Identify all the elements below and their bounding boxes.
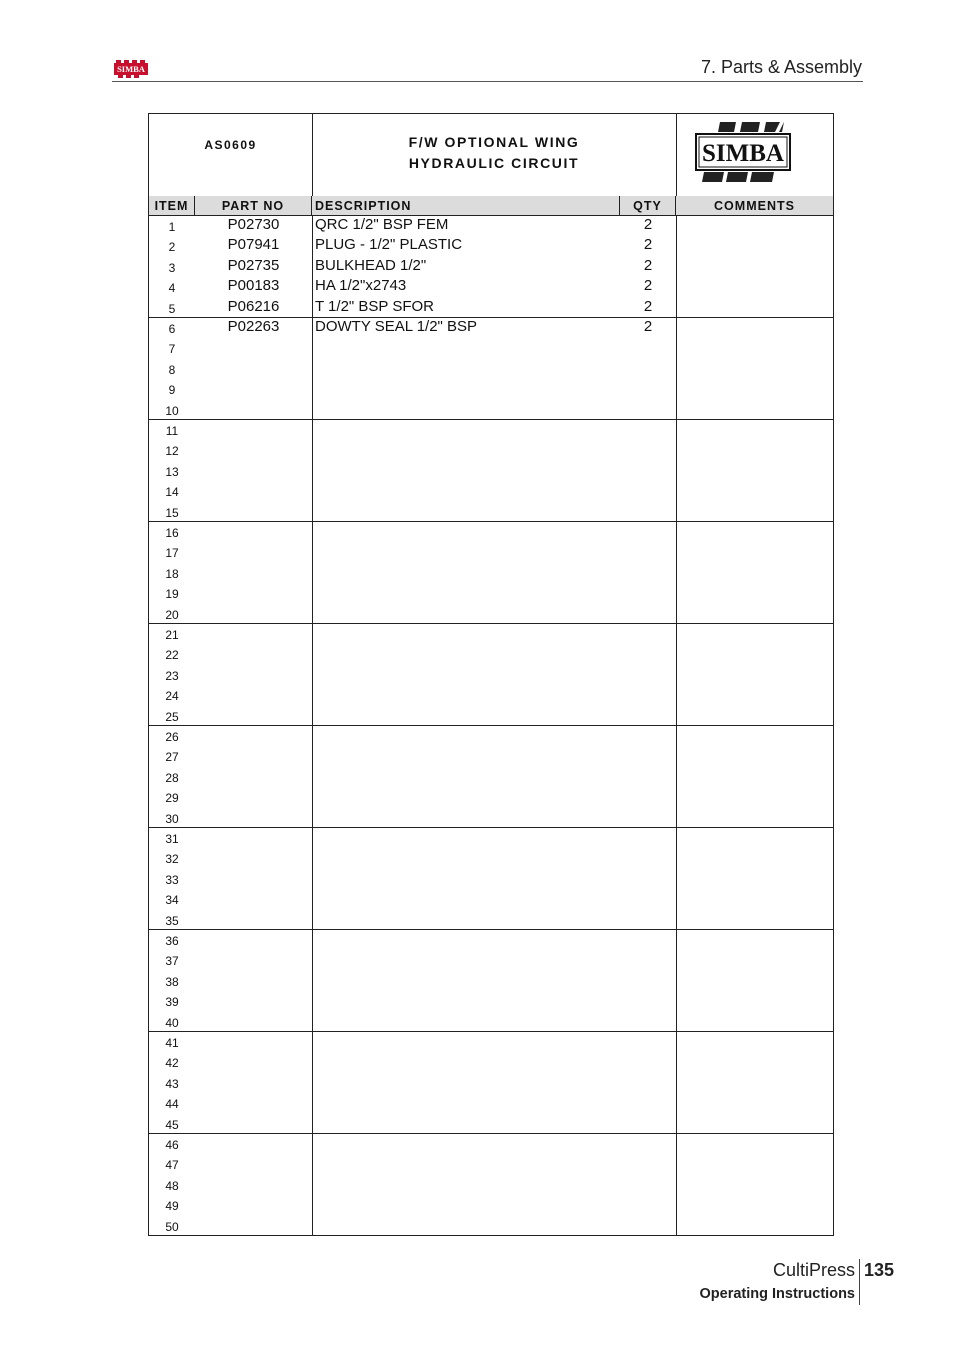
item-number: 4 bbox=[168, 281, 176, 296]
table-row bbox=[149, 1215, 833, 1235]
item-number: 5 bbox=[168, 301, 176, 316]
table-row bbox=[149, 1072, 833, 1092]
item-number: 46 bbox=[165, 1138, 179, 1152]
item-number: 36 bbox=[165, 934, 179, 948]
product-name: CultiPress bbox=[772, 1260, 855, 1280]
table-row bbox=[149, 1031, 833, 1051]
table-row bbox=[149, 399, 833, 419]
table-row bbox=[149, 1174, 833, 1194]
item-number: 13 bbox=[165, 464, 179, 479]
table-row bbox=[149, 970, 833, 990]
part-description: QRC 1/2" BSP FEM bbox=[315, 216, 449, 233]
part-quantity: 2 bbox=[643, 297, 653, 315]
item-number: 29 bbox=[165, 791, 179, 806]
item-number: 30 bbox=[165, 811, 179, 826]
col-header-part-no: PART NO bbox=[195, 196, 312, 215]
table-row bbox=[149, 1092, 833, 1112]
item-number: 10 bbox=[165, 403, 179, 418]
footer-divider bbox=[859, 1259, 860, 1305]
item-number: 27 bbox=[165, 750, 179, 765]
item-number: 16 bbox=[165, 526, 179, 540]
item-number: 39 bbox=[165, 995, 179, 1010]
table-row bbox=[149, 215, 833, 235]
item-number: 37 bbox=[165, 954, 179, 969]
item-number: 26 bbox=[165, 730, 179, 744]
part-description: HA 1/2"x2743 bbox=[315, 277, 407, 295]
item-number: 35 bbox=[165, 913, 179, 928]
item-number: 19 bbox=[165, 587, 179, 602]
part-quantity: 2 bbox=[643, 236, 653, 254]
table-row bbox=[149, 643, 833, 663]
table-row bbox=[149, 990, 833, 1010]
part-description: T 1/2" BSP SFOR bbox=[315, 297, 434, 315]
table-row bbox=[149, 725, 833, 745]
table-row bbox=[149, 766, 833, 786]
item-number: 23 bbox=[165, 668, 179, 683]
item-number: 42 bbox=[165, 1056, 179, 1071]
brand-logo-icon bbox=[114, 60, 148, 78]
col-header-comments: COMMENTS bbox=[714, 199, 795, 213]
item-number: 7 bbox=[168, 342, 176, 357]
part-number: P02730 bbox=[227, 216, 280, 233]
table-row bbox=[149, 1113, 833, 1133]
table-row bbox=[149, 1011, 833, 1031]
table-row bbox=[149, 909, 833, 929]
table-row bbox=[149, 603, 833, 623]
table-row bbox=[149, 378, 833, 398]
table-row bbox=[149, 1133, 833, 1153]
table-row bbox=[149, 419, 833, 439]
item-number: 50 bbox=[165, 1219, 179, 1234]
table-row bbox=[149, 664, 833, 684]
table-row bbox=[149, 929, 833, 949]
table-row bbox=[149, 745, 833, 765]
part-number: P06216 bbox=[227, 297, 280, 315]
item-number: 28 bbox=[165, 770, 179, 785]
table-row bbox=[149, 786, 833, 806]
col-header-qty: QTY bbox=[620, 196, 676, 215]
assembly-title-line2: HYDRAULIC CIRCUIT bbox=[408, 155, 580, 171]
col-header-item: ITEM bbox=[149, 196, 195, 215]
table-row bbox=[149, 949, 833, 969]
table-row bbox=[149, 317, 833, 337]
table-row bbox=[149, 888, 833, 908]
table-row bbox=[149, 847, 833, 867]
table-row bbox=[149, 827, 833, 847]
item-number: 1 bbox=[168, 220, 176, 234]
table-row bbox=[149, 358, 833, 378]
item-number: 48 bbox=[165, 1178, 179, 1193]
part-number: P02263 bbox=[227, 318, 280, 335]
item-number: 6 bbox=[168, 322, 176, 336]
item-number: 12 bbox=[165, 444, 179, 459]
table-row bbox=[149, 705, 833, 725]
table-row bbox=[149, 541, 833, 561]
item-number: 21 bbox=[165, 628, 179, 642]
part-quantity: 2 bbox=[643, 256, 653, 274]
item-number: 20 bbox=[165, 607, 179, 622]
item-number: 40 bbox=[165, 1015, 179, 1030]
parts-list-sheet bbox=[148, 113, 834, 1236]
item-number: 8 bbox=[168, 362, 176, 377]
brand-logo-text: SIMBA bbox=[117, 64, 145, 75]
item-number: 22 bbox=[165, 648, 179, 663]
sheet-header bbox=[149, 114, 833, 197]
part-number: P00183 bbox=[227, 277, 280, 295]
item-number: 18 bbox=[165, 566, 179, 581]
page-number: 135 bbox=[864, 1260, 895, 1280]
item-number: 24 bbox=[165, 689, 179, 704]
table-row bbox=[149, 1153, 833, 1173]
simba-logo-text: SIMBA bbox=[702, 140, 784, 167]
item-number: 34 bbox=[165, 893, 179, 908]
table-row bbox=[149, 1051, 833, 1071]
item-number: 11 bbox=[165, 424, 179, 438]
col-header-description: DESCRIPTION bbox=[312, 196, 620, 215]
item-number: 14 bbox=[165, 485, 179, 500]
item-number: 45 bbox=[165, 1117, 179, 1132]
item-number: 31 bbox=[165, 832, 179, 846]
item-number: 2 bbox=[168, 240, 176, 255]
table-row bbox=[149, 582, 833, 602]
table-row bbox=[149, 1194, 833, 1214]
assembly-title bbox=[312, 114, 677, 196]
part-description: BULKHEAD 1/2" bbox=[315, 256, 427, 274]
item-number: 32 bbox=[165, 852, 179, 867]
section-title: 7. Parts & Assembly bbox=[700, 57, 862, 77]
table-row bbox=[149, 337, 833, 357]
table-row bbox=[149, 276, 833, 296]
table-row bbox=[149, 684, 833, 704]
simba-logo-icon bbox=[676, 114, 833, 196]
table-row bbox=[149, 439, 833, 459]
part-quantity: 2 bbox=[643, 318, 653, 335]
table-row bbox=[149, 297, 833, 317]
table-row bbox=[149, 235, 833, 255]
item-number: 49 bbox=[165, 1199, 179, 1214]
column-headers bbox=[149, 196, 833, 216]
assembly-code: AS0609 bbox=[149, 114, 313, 196]
item-number: 9 bbox=[168, 383, 176, 398]
part-quantity: 2 bbox=[643, 216, 653, 233]
table-row bbox=[149, 480, 833, 500]
item-number: 47 bbox=[165, 1158, 179, 1173]
item-number: 41 bbox=[165, 1036, 179, 1050]
table-row bbox=[149, 521, 833, 541]
table-row bbox=[149, 501, 833, 521]
part-description: PLUG - 1/2" PLASTIC bbox=[315, 236, 463, 254]
item-number: 44 bbox=[165, 1097, 179, 1112]
part-number: P02735 bbox=[227, 256, 280, 274]
item-number: 38 bbox=[165, 974, 179, 989]
table-row bbox=[149, 256, 833, 276]
assembly-title-line1: F/W OPTIONAL WING bbox=[408, 134, 580, 150]
table-row bbox=[149, 807, 833, 827]
part-quantity: 2 bbox=[643, 277, 653, 295]
table-row bbox=[149, 562, 833, 582]
part-number: P07941 bbox=[227, 236, 280, 254]
item-number: 25 bbox=[165, 709, 179, 724]
header-divider bbox=[112, 81, 863, 82]
document-subtitle: Operating Instructions bbox=[699, 1286, 855, 1302]
table-row bbox=[149, 868, 833, 888]
item-number: 33 bbox=[165, 872, 179, 887]
part-description: DOWTY SEAL 1/2" BSP bbox=[315, 318, 478, 335]
table-row bbox=[149, 460, 833, 480]
item-number: 43 bbox=[165, 1076, 179, 1091]
table-row bbox=[149, 623, 833, 643]
item-number: 3 bbox=[168, 260, 176, 275]
item-number: 17 bbox=[165, 546, 179, 561]
item-number: 15 bbox=[165, 505, 179, 520]
